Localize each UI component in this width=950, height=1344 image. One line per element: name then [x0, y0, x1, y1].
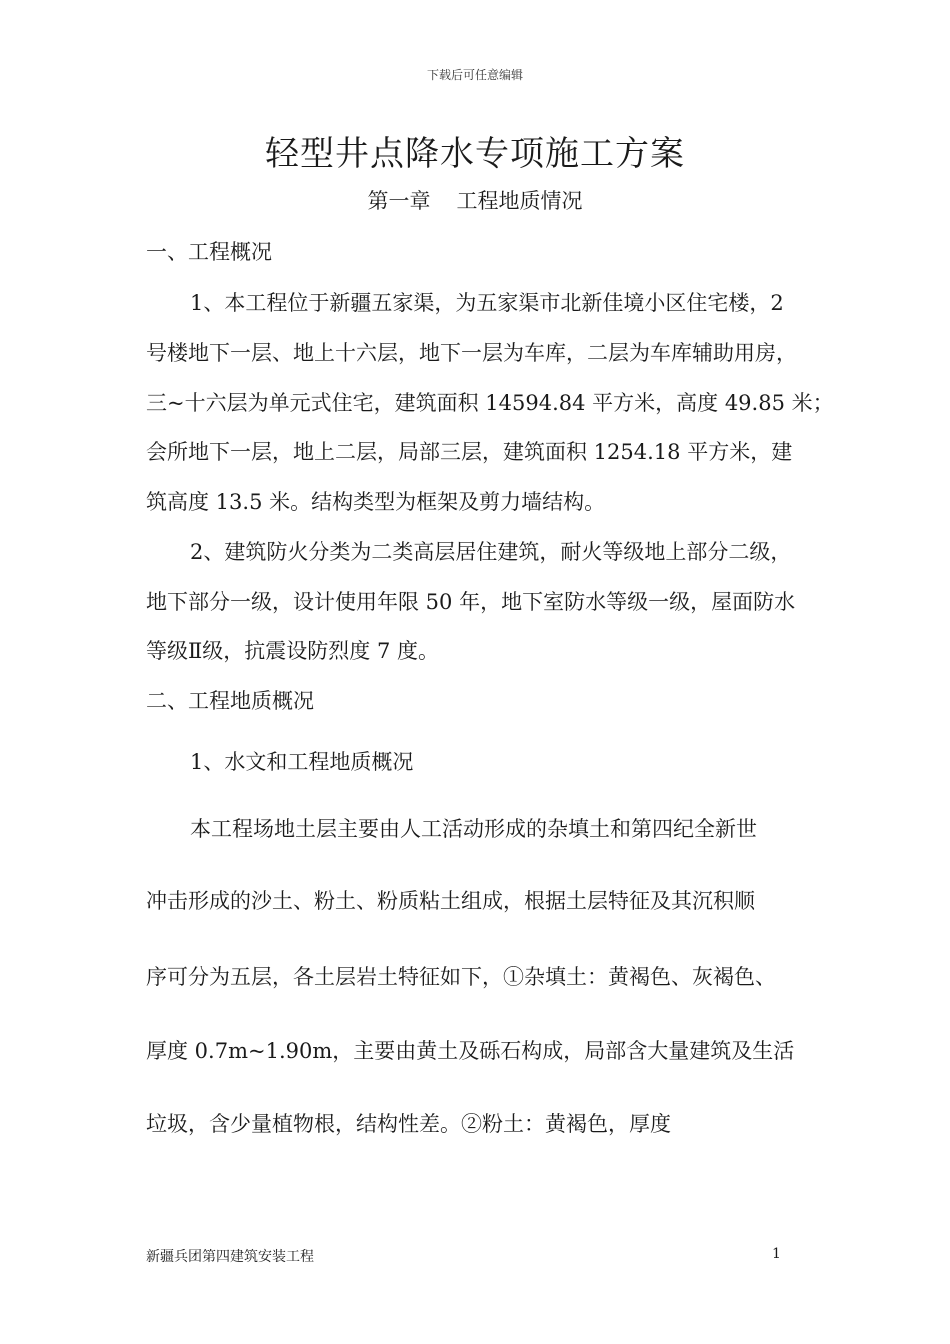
section-heading-2: 二、工程地质概况	[146, 689, 314, 713]
document-title: 轻型井点降水专项施工方案	[265, 134, 685, 174]
paragraph-line: 垃圾，含少量植物根，结构性差。②粉土：黄褐色，厚度	[146, 1112, 671, 1136]
paragraph-line: 1、本工程位于新疆五家渠，为五家渠市北新佳境小区住宅楼，2	[190, 291, 784, 315]
paragraph-line: 三~十六层为单元式住宅，建筑面积 14594.84 平方米，高度 49.85 米；	[146, 391, 834, 415]
footer-company: 新疆兵团第四建筑安装工程	[146, 1249, 314, 1265]
paragraph-line: 2、建筑防火分类为二类高层居住建筑，耐火等级地上部分二级，	[190, 540, 792, 564]
paragraph-line: 等级Ⅱ级，抗震设防烈度 7 度。	[146, 639, 439, 663]
section-heading-1: 一、工程概况	[146, 240, 272, 264]
paragraph-line: 本工程场地土层主要由人工活动形成的杂填土和第四纪全新世	[190, 817, 757, 841]
paragraph-line: 厚度 0.7m~1.90m，主要由黄土及砾石构成，局部含大量建筑及生活	[146, 1039, 795, 1063]
header-note: 下载后可任意编辑	[426, 68, 523, 82]
paragraph-line: 序可分为五层，各土层岩土特征如下，①杂填土：黄褐色、灰褐色、	[146, 965, 776, 989]
paragraph-line: 筑高度 13.5 米。结构类型为框架及剪力墙结构。	[146, 490, 606, 514]
page-number: 1	[772, 1246, 781, 1262]
chapter-title: 工程地质情况	[456, 189, 583, 213]
chapter-heading	[0, 185, 950, 215]
paragraph-line: 地下部分一级，设计使用年限 50 年，地下室防水等级一级，屋面防水	[146, 590, 796, 614]
paragraph-line: 冲击形成的沙土、粉土、粉质粘土组成，根据土层特征及其沉积顺	[146, 889, 755, 913]
paragraph-line: 会所地下一层，地上二层，局部三层，建筑面积 1254.18 平方米，建	[146, 440, 793, 464]
sub-heading: 1、水文和工程地质概况	[190, 750, 414, 774]
paragraph-line: 号楼地下一层、地上十六层，地下一层为车库，二层为车库辅助用房，	[146, 341, 797, 365]
chapter-number: 第一章	[367, 189, 431, 213]
